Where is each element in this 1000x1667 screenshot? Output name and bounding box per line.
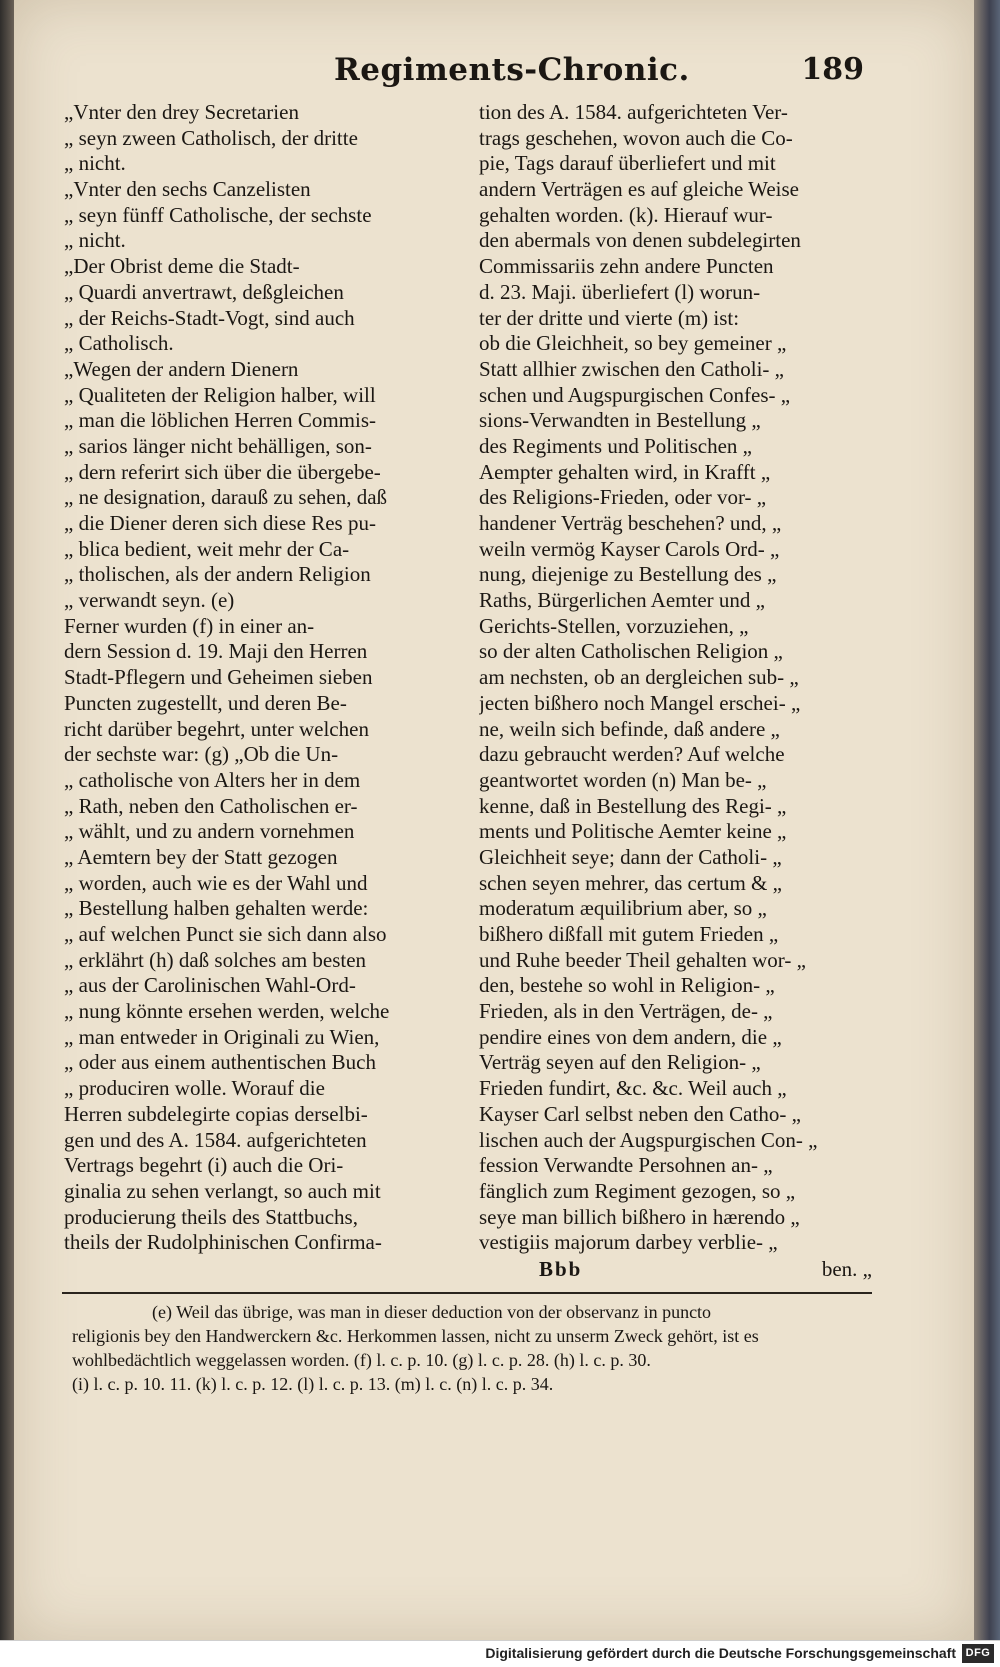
- text-line: producierung theils des Stattbuchs,: [64, 1204, 358, 1229]
- text-line: des Religions-Frieden, oder vor- „: [479, 485, 767, 510]
- text-line: moderatum æquilibrium aber, so „: [479, 896, 767, 921]
- text-line: Frieden, als in den Verträgen, de- „: [479, 999, 773, 1024]
- text-line: „ nung könnte ersehen werden, welche: [64, 999, 390, 1024]
- text-line: „ blica bedient, weit mehr der Ca-: [64, 536, 350, 561]
- text-line: „ Quardi anvertrawt, deßgleichen: [64, 279, 344, 304]
- text-line: „Vnter den sechs Canzelisten: [64, 177, 311, 202]
- text-line: „ sarios länger nicht behälligen, son-: [64, 433, 372, 458]
- text-line: „ erklährt (h) daß solches am besten: [64, 947, 367, 972]
- text-line: dazu gebraucht werden? Auf welche: [479, 742, 785, 767]
- text-line: „ aus der Carolinischen Wahl-Ord-: [64, 973, 356, 998]
- text-line: Kayser Carl selbst neben den Catho- „: [479, 1101, 801, 1126]
- text-line: pie, Tags darauf überliefert und mit: [479, 151, 776, 176]
- text-line: am nechsten, ob an dergleichen sub- „: [479, 665, 799, 690]
- text-line: „ seyn zween Catholisch, der dritte: [64, 125, 358, 150]
- text-line: „ man entweder in Originali zu Wien,: [64, 1024, 380, 1049]
- page-header: [324, 52, 864, 96]
- text-line: „ seyn fünff Catholische, der sechste: [64, 202, 372, 227]
- text-line: des Regiments und Politischen „: [479, 433, 752, 458]
- text-line: Gleichheit seye; dann der Catholi- „: [479, 844, 782, 869]
- text-line: Aempter gehalten wird, in Krafft „: [479, 459, 771, 484]
- signature-mark: Bbb: [539, 1256, 583, 1281]
- text-line: Gerichts-Stellen, vorzuziehen, „: [479, 613, 749, 638]
- text-line: „ produciren wolle. Worauf die: [64, 1076, 325, 1101]
- text-line: „ Bestellung halben gehalten werde:: [64, 896, 369, 921]
- footnote-line: religionis bey den Handwerckern &c. Herkommen lassen, nicht zu unserm Zweck gehört, ist es: [72, 1326, 759, 1346]
- text-line: Vertrags begehrt (i) auch die Ori-: [64, 1153, 344, 1178]
- text-line: Ferner wurden (f) in einer an-: [64, 613, 315, 638]
- text-line: trags geschehen, wovon auch die Co-: [479, 125, 793, 150]
- text-line: Raths, Bürgerlichen Aemter und „: [479, 588, 765, 613]
- text-line: „ worden, auch wie es der Wahl und: [64, 870, 368, 895]
- text-line: „ die Diener deren sich diese Res pu-: [64, 511, 376, 535]
- text-line: lischen auch der Augspurgischen Con- „: [479, 1127, 818, 1152]
- text-line: jecten bißhero noch Mangel erschei- „: [479, 690, 801, 715]
- text-line: ments und Politische Aemter keine „: [479, 819, 787, 844]
- text-line: „ Rath, neben den Catholischen er-: [64, 793, 358, 818]
- text-line: „ ne designation, darauß zu sehen, daß: [64, 485, 388, 510]
- text-line: weiln vermög Kayser Carols Ord- „: [479, 536, 780, 561]
- text-line: Verträg seyen auf den Religion- „: [479, 1050, 761, 1075]
- text-line: handener Verträg beschehen? und, „: [479, 511, 782, 535]
- text-line: den abermals von denen subdelegirten: [479, 228, 801, 253]
- footnote-rule: [62, 1292, 872, 1294]
- text-line: Commissariis zehn andere Puncten: [479, 254, 774, 279]
- text-line: sions-Verwandten in Bestellung „: [479, 408, 761, 433]
- text-line: den, bestehe so wohl in Religion- „: [479, 973, 775, 998]
- text-line: tion des A. 1584. aufgerichteten Ver-: [479, 100, 788, 124]
- left-column: [64, 100, 459, 1256]
- text-line: vestigiis majorum darbey verblie- „: [479, 1230, 778, 1255]
- text-line: „ Aemtern bey der Statt gezogen: [64, 844, 338, 869]
- text-line: Statt allhier zwischen den Catholi- „: [479, 356, 784, 381]
- text-line: ter der dritte und vierte (m) ist:: [479, 305, 740, 330]
- text-line: „ man die löblichen Herren Commis-: [64, 408, 376, 433]
- text-line: gen und des A. 1584. aufgerichteten: [64, 1127, 367, 1152]
- text-line: schen und Augspurgischen Confes- „: [479, 382, 791, 407]
- text-line: und Ruhe beeder Theil gehalten wor- „: [479, 947, 806, 972]
- footnote-line: wohlbedächtlich weggelassen worden. (f) l. c. p. 10. (g) l. c. p. 28. (h) l. c. p. 30.: [72, 1350, 651, 1370]
- dfg-logo: DFG: [962, 1644, 994, 1663]
- right-column: [479, 100, 884, 1282]
- text-line: bißhero dißfall mit gutem Frieden „: [479, 922, 779, 946]
- text-line: Herren subdelegirte copias derselbi-: [64, 1101, 368, 1126]
- text-line: gehalten worden. (k). Hierauf wur-: [479, 202, 773, 227]
- text-line: kenne, daß in Bestellung des Regi- „: [479, 793, 787, 818]
- text-line: der sechste war: (g) „Ob die Un-: [64, 742, 339, 767]
- digitization-credit-bar: [0, 1640, 1000, 1667]
- text-line: „ wählt, und zu andern vornehmen: [64, 819, 355, 844]
- footnote-line: (e) Weil das übrige, was man in dieser deduction von der observanz in puncto: [152, 1302, 712, 1322]
- text-line: „ oder aus einem authentischen Buch: [64, 1050, 376, 1075]
- text-line: so der alten Catholischen Religion „: [479, 639, 783, 664]
- scan-edge-right: [974, 0, 1000, 1640]
- text-line: „Vnter den drey Secretarien: [64, 100, 299, 124]
- text-line: „ Catholisch.: [64, 331, 174, 356]
- scan-edge-left: [0, 0, 14, 1640]
- text-line: d. 23. Maji. überliefert (l) worun-: [479, 279, 761, 304]
- text-line: „ auf welchen Punct sie sich dann also: [64, 922, 387, 946]
- text-line: ob die Gleichheit, so bey gemeiner „: [479, 331, 787, 356]
- text-line: fession Verwandte Persohnen an- „: [479, 1153, 773, 1178]
- text-line: „ catholische von Alters her in dem: [64, 767, 361, 792]
- book-page: [14, 0, 974, 1640]
- footnotes: [72, 1300, 882, 1396]
- text-line: andern Verträgen es auf gleiche Weise: [479, 177, 799, 202]
- footnote-line: (i) l. c. p. 10. 11. (k) l. c. p. 12. (l) l. c. p. 13. (m) l. c. (n) l. c. p. 34.: [72, 1374, 554, 1394]
- catchword: ben. „: [821, 1256, 872, 1281]
- credit-text: Digitalisierung gefördert durch die Deutsche Forschungsgemeinschaft: [485, 1645, 956, 1661]
- page-number: 189: [801, 52, 864, 87]
- text-line: „ Qualiteten der Religion halber, will: [64, 382, 376, 407]
- text-line: geantwortet worden (n) Man be- „: [479, 767, 767, 792]
- text-line: pendire eines von dem andern, die „: [479, 1024, 782, 1049]
- text-line: theils der Rudolphinischen Confirma-: [64, 1230, 382, 1255]
- text-line: „Wegen der andern Dienern: [64, 356, 299, 381]
- text-line: ne, weiln sich befinde, daß andere „: [479, 716, 780, 741]
- text-line: „ der Reichs-Stadt-Vogt, sind auch: [64, 305, 355, 330]
- running-title: Regiments-Chronic.: [334, 52, 690, 88]
- text-line: ginalia zu sehen verlangt, so auch mit: [64, 1178, 381, 1203]
- text-line: fänglich zum Regiment gezogen, so „: [479, 1178, 796, 1203]
- text-line: richt darüber begehrt, unter welchen: [64, 716, 369, 741]
- text-line: „ nicht.: [64, 228, 126, 253]
- text-line: Stadt-Pflegern und Geheimen sieben: [64, 665, 373, 690]
- text-line: schen seyen mehrer, das certum & „: [479, 870, 782, 895]
- text-line: seye man billich bißhero in hærendo „: [479, 1204, 800, 1229]
- text-line: Frieden fundirt, &c. &c. Weil auch „: [479, 1076, 787, 1101]
- text-line: „ dern referirt sich über die übergebe-: [64, 459, 381, 484]
- text-line: dern Session d. 19. Maji den Herren: [64, 639, 368, 664]
- text-line: „ nicht.: [64, 151, 126, 176]
- text-line: Puncten zugestellt, und deren Be-: [64, 690, 347, 715]
- text-line: „ verwandt seyn. (e): [64, 588, 235, 613]
- text-line: „ tholischen, als der andern Religion: [64, 562, 371, 587]
- text-line: nung, diejenige zu Bestellung des „: [479, 562, 777, 587]
- signature-row: [479, 1256, 884, 1282]
- text-line: „Der Obrist deme die Stadt-: [64, 254, 300, 279]
